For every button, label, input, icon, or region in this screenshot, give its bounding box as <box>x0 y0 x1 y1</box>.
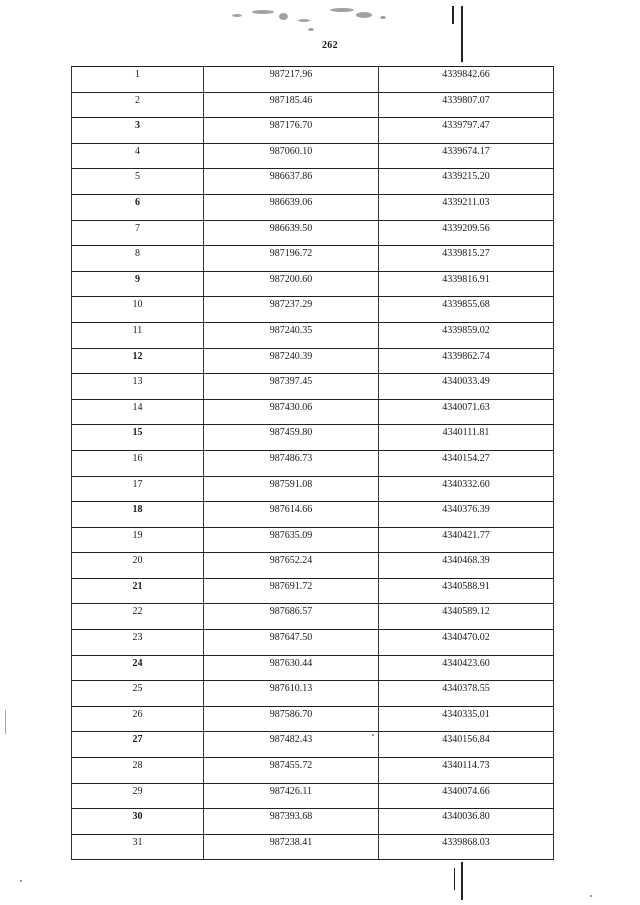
left-edge-mark <box>5 710 6 734</box>
point-number-cell <box>72 169 204 195</box>
table-row <box>72 220 554 246</box>
table-row <box>72 578 554 604</box>
table-row <box>72 271 554 297</box>
table-row <box>72 834 554 860</box>
point-number-cell <box>72 706 204 732</box>
x-coordinate-cell-text: 987691.72 <box>269 580 313 592</box>
x-coordinate-cell <box>204 425 379 451</box>
point-number-cell-text: 4 <box>135 145 140 157</box>
y-coordinate-cell-text: 4339842.66 <box>442 69 490 80</box>
y-coordinate-cell-text: 4340468.39 <box>442 555 490 567</box>
y-coordinate-cell <box>379 348 554 374</box>
x-coordinate-cell <box>204 758 379 784</box>
y-coordinate-cell-text: 4340071.63 <box>442 401 490 413</box>
y-coordinate-cell <box>379 604 554 630</box>
y-coordinate-cell-text: 4340335.01 <box>442 708 490 720</box>
point-number-cell-text: 19 <box>132 529 143 541</box>
x-coordinate-cell <box>204 399 379 425</box>
y-coordinate-cell <box>379 246 554 272</box>
x-coordinate-cell <box>204 809 379 835</box>
point-number-cell-text: 7 <box>135 222 140 234</box>
point-number-cell <box>72 374 204 400</box>
point-number-cell <box>72 655 204 681</box>
point-number-cell-text: 26 <box>132 708 143 720</box>
y-coordinate-cell <box>379 706 554 732</box>
y-coordinate-cell-text: 4339797.47 <box>442 120 490 132</box>
x-coordinate-cell-text: 987486.73 <box>269 452 313 464</box>
x-coordinate-cell-text: 987240.39 <box>269 350 313 362</box>
point-number-cell-text: 12 <box>132 350 143 362</box>
y-coordinate-cell-text: 4339816.91 <box>442 273 490 285</box>
x-coordinate-cell <box>204 578 379 604</box>
point-number-cell-text: 2 <box>135 94 140 106</box>
table-row <box>72 297 554 323</box>
x-coordinate-cell <box>204 706 379 732</box>
table-row <box>72 194 554 220</box>
y-coordinate-cell-text: 4340332.60 <box>442 478 490 490</box>
point-number-cell <box>72 246 204 272</box>
x-coordinate-cell <box>204 67 379 93</box>
point-number-cell-text: 14 <box>132 401 143 413</box>
point-number-cell <box>72 450 204 476</box>
point-number-cell <box>72 809 204 835</box>
y-coordinate-cell-text: 4340074.66 <box>442 785 490 797</box>
point-number-cell-text: 29 <box>132 785 143 797</box>
point-number-cell-text: 22 <box>132 606 143 618</box>
table-row <box>72 169 554 195</box>
table-row <box>72 67 554 93</box>
y-coordinate-cell <box>379 297 554 323</box>
table-row <box>72 630 554 656</box>
x-coordinate-cell <box>204 732 379 758</box>
y-coordinate-cell-text: 4339209.56 <box>442 222 490 234</box>
x-coordinate-cell-text: 987686.57 <box>269 606 313 618</box>
point-number-cell-text: 20 <box>132 555 143 567</box>
point-number-cell <box>72 527 204 553</box>
point-number-cell <box>72 604 204 630</box>
table-row <box>72 604 554 630</box>
x-coordinate-cell-text: 987237.29 <box>269 299 313 311</box>
x-coordinate-cell <box>204 527 379 553</box>
y-coordinate-cell-text: 4340423.60 <box>442 657 490 669</box>
y-coordinate-cell <box>379 476 554 502</box>
point-number-cell-text: 17 <box>132 478 143 490</box>
point-number-cell-text: 13 <box>132 376 143 388</box>
point-number-cell <box>72 220 204 246</box>
y-coordinate-cell-text: 4339855.68 <box>442 299 490 311</box>
y-coordinate-cell-text: 4340154.27 <box>442 452 490 464</box>
x-coordinate-cell-text: 987430.06 <box>269 401 313 413</box>
x-coordinate-cell-text: 987240.35 <box>269 324 313 336</box>
y-coordinate-cell <box>379 271 554 297</box>
table-row <box>72 758 554 784</box>
binding-mark-bottom <box>461 862 463 900</box>
x-coordinate-cell-text: 987591.08 <box>269 478 313 490</box>
point-number-cell <box>72 143 204 169</box>
point-number-cell-text: 6 <box>135 196 140 208</box>
y-coordinate-cell-text: 4340470.02 <box>442 632 490 644</box>
x-coordinate-cell <box>204 502 379 528</box>
point-number-cell <box>72 297 204 323</box>
table-row <box>72 425 554 451</box>
table-row <box>72 348 554 374</box>
y-coordinate-cell <box>379 118 554 144</box>
x-coordinate-cell-text: 987185.46 <box>269 94 313 106</box>
y-coordinate-cell-text: 4339674.17 <box>442 145 490 157</box>
y-coordinate-cell-text: 4340033.49 <box>442 376 490 388</box>
point-number-cell <box>72 348 204 374</box>
x-coordinate-cell-text: 987455.72 <box>269 760 313 772</box>
y-coordinate-cell-text: 4340589.12 <box>442 606 490 618</box>
y-coordinate-cell <box>379 399 554 425</box>
x-coordinate-cell-text: 986639.06 <box>269 196 313 208</box>
y-coordinate-cell <box>379 425 554 451</box>
scan-dot <box>372 734 374 736</box>
point-number-cell-text: 5 <box>135 171 140 183</box>
y-coordinate-cell-text: 4340588.91 <box>442 580 490 592</box>
x-coordinate-cell <box>204 246 379 272</box>
table-row <box>72 374 554 400</box>
point-number-cell-text: 10 <box>132 299 143 311</box>
x-coordinate-cell-text: 987397.45 <box>269 376 313 388</box>
table-row <box>72 809 554 835</box>
y-coordinate-cell-text: 4340421.77 <box>442 529 490 541</box>
point-number-cell <box>72 783 204 809</box>
x-coordinate-cell-text: 987652.24 <box>269 555 313 567</box>
y-coordinate-cell-text: 4339211.03 <box>442 196 490 208</box>
y-coordinate-cell-text: 4340111.81 <box>442 427 490 439</box>
y-coordinate-cell-text: 4339815.27 <box>442 248 490 260</box>
table-row <box>72 246 554 272</box>
table-row <box>72 681 554 707</box>
y-coordinate-cell <box>379 809 554 835</box>
y-coordinate-cell-text: 4340156.84 <box>442 734 490 746</box>
table-row <box>72 92 554 118</box>
table-row <box>72 706 554 732</box>
x-coordinate-cell <box>204 374 379 400</box>
point-number-cell-text: 30 <box>132 811 143 823</box>
x-coordinate-cell-text: 987647.50 <box>269 632 313 644</box>
point-number-cell <box>72 67 204 93</box>
y-coordinate-cell <box>379 527 554 553</box>
point-number-cell <box>72 271 204 297</box>
y-coordinate-cell-text: 4339215.20 <box>442 171 490 183</box>
y-coordinate-cell <box>379 732 554 758</box>
table-row <box>72 118 554 144</box>
x-coordinate-cell-text: 987200.60 <box>269 273 313 285</box>
x-coordinate-cell-text: 987614.66 <box>269 504 313 516</box>
y-coordinate-cell-text: 4339859.02 <box>442 324 490 336</box>
page-number: 262 <box>322 40 338 51</box>
y-coordinate-cell-text: 4340036.80 <box>442 811 490 823</box>
x-coordinate-cell-text: 987586.70 <box>269 708 313 720</box>
y-coordinate-cell-text: 4339807.07 <box>442 94 490 106</box>
x-coordinate-cell <box>204 92 379 118</box>
x-coordinate-cell <box>204 630 379 656</box>
y-coordinate-cell <box>379 169 554 195</box>
x-coordinate-cell-text: 987426.11 <box>269 785 313 797</box>
x-coordinate-cell <box>204 143 379 169</box>
x-coordinate-cell <box>204 476 379 502</box>
point-number-cell-text: 24 <box>132 657 143 669</box>
table-row <box>72 502 554 528</box>
x-coordinate-cell <box>204 834 379 860</box>
point-number-cell <box>72 92 204 118</box>
coordinates-table <box>71 66 554 860</box>
y-coordinate-cell <box>379 681 554 707</box>
point-number-cell-text: 1 <box>135 69 140 80</box>
x-coordinate-cell <box>204 450 379 476</box>
x-coordinate-cell <box>204 681 379 707</box>
table-row <box>72 476 554 502</box>
x-coordinate-cell-text: 987393.68 <box>269 811 313 823</box>
y-coordinate-cell <box>379 758 554 784</box>
scan-dot <box>590 895 592 897</box>
point-number-cell-text: 25 <box>132 683 143 695</box>
y-coordinate-cell <box>379 143 554 169</box>
y-coordinate-cell <box>379 450 554 476</box>
y-coordinate-cell <box>379 553 554 579</box>
y-coordinate-cell-text: 4340376.39 <box>442 504 490 516</box>
binding-mark-bottom-2 <box>454 868 455 890</box>
point-number-cell <box>72 194 204 220</box>
point-number-cell-text: 28 <box>132 760 143 772</box>
point-number-cell <box>72 502 204 528</box>
y-coordinate-cell <box>379 834 554 860</box>
table-row <box>72 732 554 758</box>
y-coordinate-cell-text: 4339868.03 <box>442 836 490 848</box>
x-coordinate-cell <box>204 604 379 630</box>
x-coordinate-cell <box>204 297 379 323</box>
point-number-cell <box>72 681 204 707</box>
x-coordinate-cell <box>204 118 379 144</box>
point-number-cell <box>72 553 204 579</box>
table-row <box>72 322 554 348</box>
point-number-cell <box>72 322 204 348</box>
point-number-cell-text: 27 <box>132 734 143 746</box>
y-coordinate-cell <box>379 67 554 93</box>
x-coordinate-cell-text: 987060.10 <box>269 145 313 157</box>
table-row <box>72 450 554 476</box>
table-row <box>72 399 554 425</box>
x-coordinate-cell-text: 987635.09 <box>269 529 313 541</box>
y-coordinate-cell <box>379 220 554 246</box>
x-coordinate-cell <box>204 169 379 195</box>
x-coordinate-cell-text: 986637.86 <box>269 171 313 183</box>
x-coordinate-cell-text: 987238.41 <box>269 836 313 848</box>
point-number-cell <box>72 476 204 502</box>
x-coordinate-cell-text: 987459.80 <box>269 427 313 439</box>
y-coordinate-cell <box>379 783 554 809</box>
point-number-cell-text: 31 <box>132 836 143 848</box>
x-coordinate-cell <box>204 271 379 297</box>
x-coordinate-cell <box>204 553 379 579</box>
point-number-cell-text: 8 <box>135 248 140 260</box>
point-number-cell <box>72 732 204 758</box>
x-coordinate-cell-text: 987196.72 <box>269 248 313 260</box>
point-number-cell <box>72 758 204 784</box>
point-number-cell <box>72 118 204 144</box>
point-number-cell <box>72 399 204 425</box>
x-coordinate-cell-text: 987630.44 <box>269 657 313 669</box>
binding-mark-top <box>452 6 454 24</box>
point-number-cell-text: 15 <box>132 427 143 439</box>
point-number-cell-text: 16 <box>132 452 143 464</box>
x-coordinate-cell <box>204 783 379 809</box>
y-coordinate-cell-text: 4340114.73 <box>442 760 490 772</box>
point-number-cell-text: 3 <box>135 120 140 132</box>
y-coordinate-cell <box>379 655 554 681</box>
table-row <box>72 783 554 809</box>
x-coordinate-cell-text: 987176.70 <box>269 120 313 132</box>
coordinates-table-body <box>72 67 554 860</box>
x-coordinate-cell-text: 986639.50 <box>269 222 313 234</box>
point-number-cell <box>72 834 204 860</box>
point-number-cell <box>72 425 204 451</box>
table-row <box>72 527 554 553</box>
x-coordinate-cell <box>204 348 379 374</box>
point-number-cell-text: 11 <box>132 324 143 336</box>
point-number-cell-text: 18 <box>132 504 143 516</box>
point-number-cell <box>72 630 204 656</box>
point-number-cell-text: 23 <box>132 632 143 644</box>
x-coordinate-cell <box>204 220 379 246</box>
x-coordinate-cell-text: 987482.43 <box>269 734 313 746</box>
binding-mark-top-2 <box>461 6 463 62</box>
table-row <box>72 143 554 169</box>
y-coordinate-cell <box>379 502 554 528</box>
table-row <box>72 553 554 579</box>
y-coordinate-cell <box>379 630 554 656</box>
scan-dot <box>20 880 22 882</box>
point-number-cell <box>72 578 204 604</box>
x-coordinate-cell <box>204 322 379 348</box>
x-coordinate-cell <box>204 655 379 681</box>
y-coordinate-cell-text: 4339862.74 <box>442 350 490 362</box>
x-coordinate-cell-text: 987217.96 <box>269 69 313 80</box>
y-coordinate-cell <box>379 92 554 118</box>
x-coordinate-cell-text: 987610.13 <box>269 683 313 695</box>
y-coordinate-cell <box>379 578 554 604</box>
y-coordinate-cell-text: 4340378.55 <box>442 683 490 695</box>
y-coordinate-cell <box>379 374 554 400</box>
table-row <box>72 655 554 681</box>
point-number-cell-text: 21 <box>132 580 143 592</box>
x-coordinate-cell <box>204 194 379 220</box>
y-coordinate-cell <box>379 194 554 220</box>
point-number-cell-text: 9 <box>135 273 140 285</box>
y-coordinate-cell <box>379 322 554 348</box>
